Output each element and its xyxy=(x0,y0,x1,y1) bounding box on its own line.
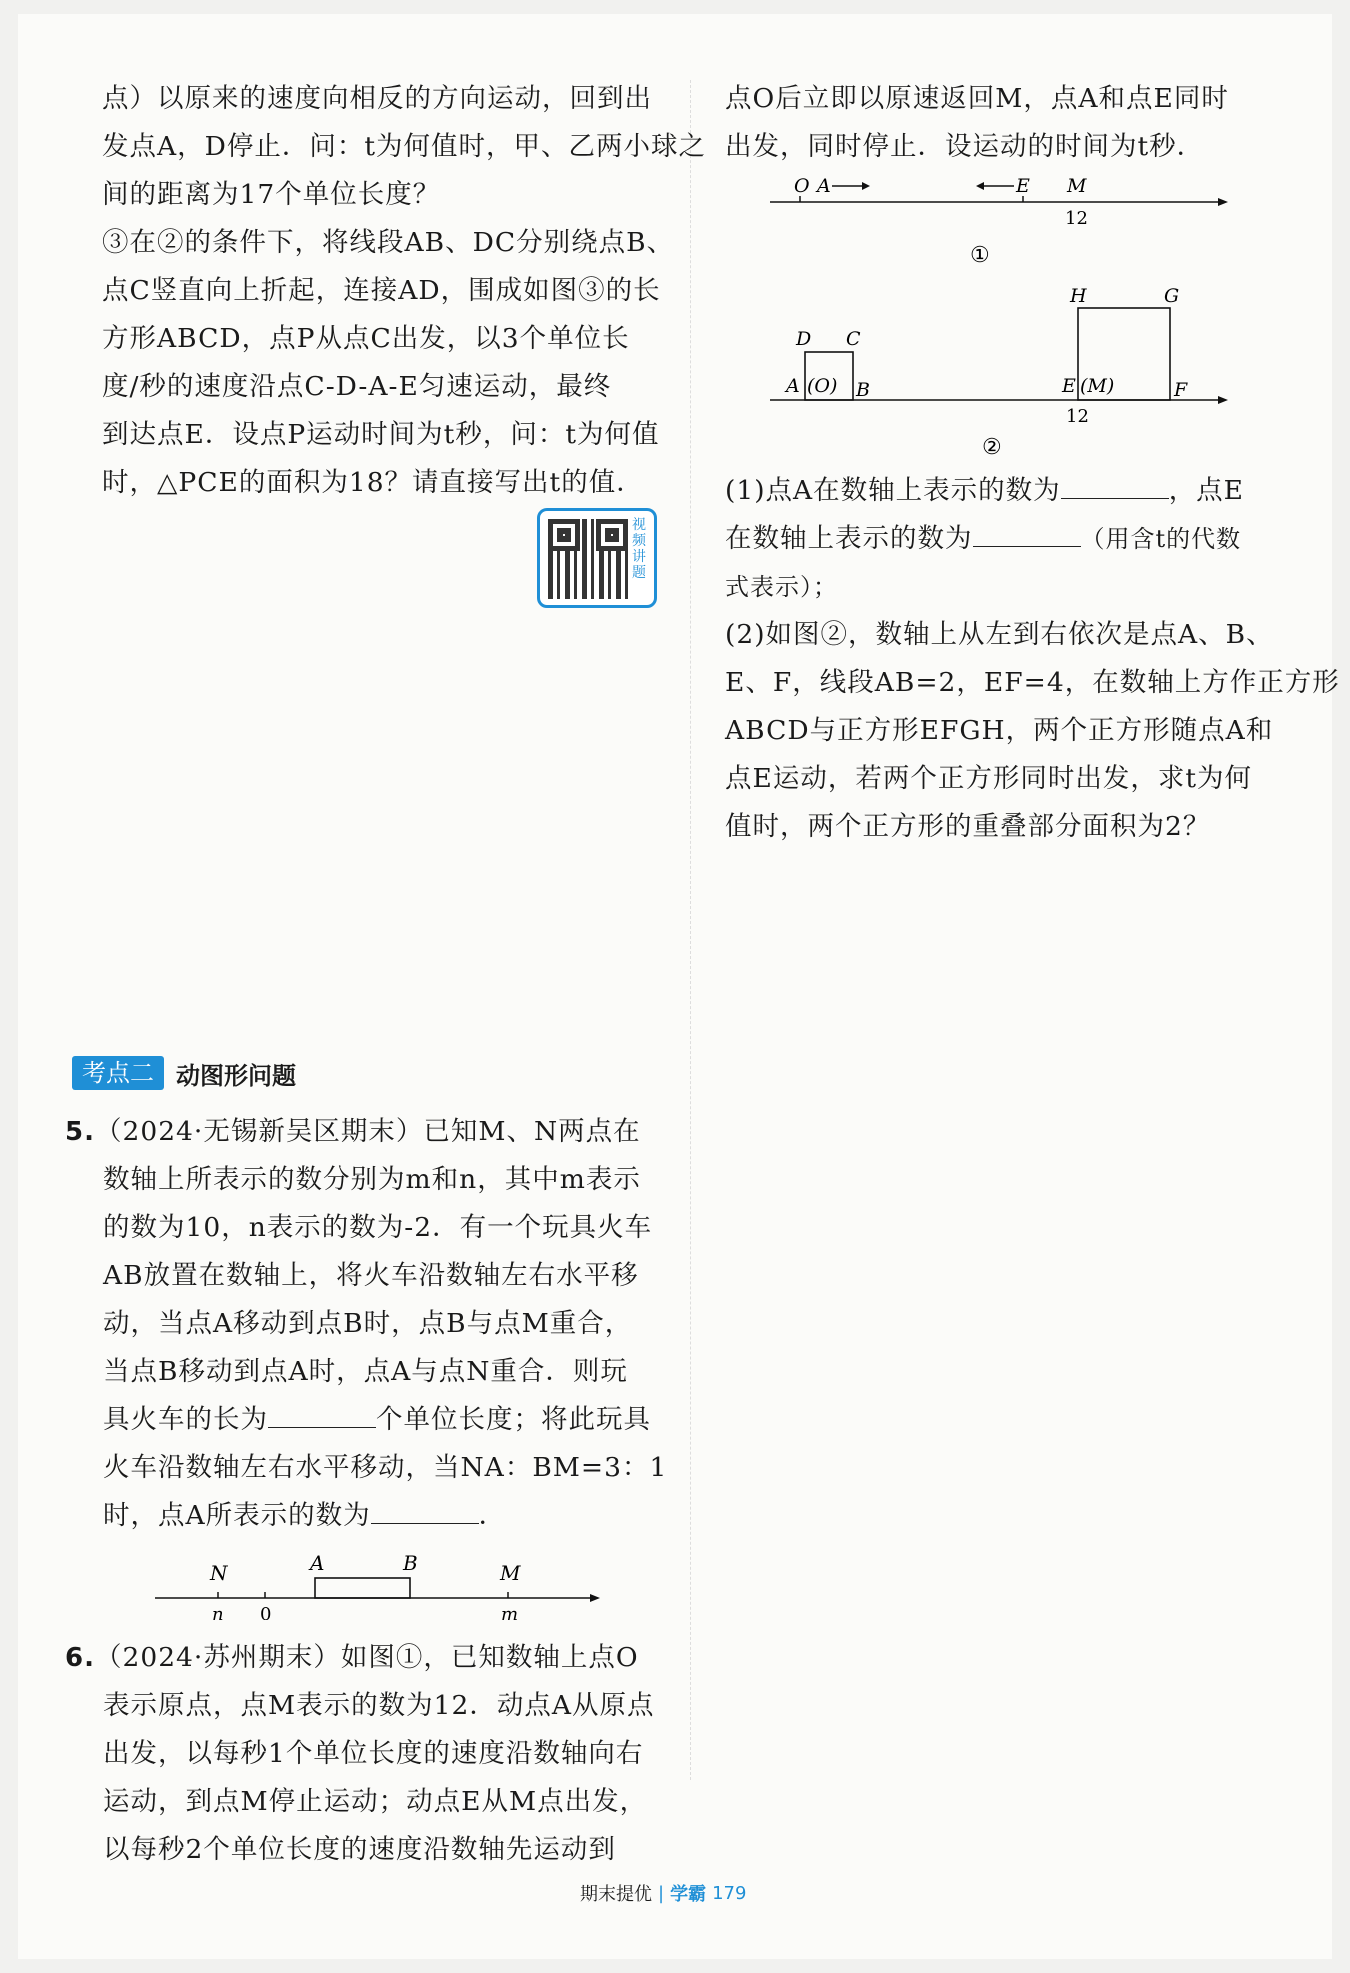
text-fragment: （用含t的代数 xyxy=(1080,525,1242,553)
label-A: A xyxy=(786,375,800,397)
label-E: E xyxy=(1016,175,1030,197)
text-line: (2)如图②，数轴上从左到右依次是点A、B、 xyxy=(725,619,1274,650)
text-line: 出发，同时停止．设运动的时间为t秒． xyxy=(725,131,1205,162)
question-number: 6. xyxy=(65,1643,95,1673)
footer-brand: 学霸 xyxy=(670,1884,707,1905)
label-12: 12 xyxy=(1066,406,1089,427)
text-line: 数轴上所表示的数分别为m和n，其中m表示 xyxy=(103,1164,641,1195)
text-line: 到达点E．设点P运动时间为t秒，问：t为何值 xyxy=(102,419,660,450)
text-line: 运动，到点M停止运动；动点E从M点出发， xyxy=(103,1786,648,1817)
text-line: 点O后立即以原速返回M，点A和点E同时 xyxy=(725,83,1229,114)
label-zero: 0 xyxy=(260,1604,272,1620)
caption-1: ① xyxy=(970,243,990,268)
label-D: D xyxy=(796,328,812,350)
text-line: 时，△PCE的面积为18？请直接写出t的值． xyxy=(102,467,644,498)
text-line: E、F，线段AB=2，EF=4，在数轴上方作正方形 xyxy=(725,667,1340,698)
label-E: E xyxy=(1062,375,1076,397)
arrow-right-head xyxy=(862,182,870,190)
right-questions xyxy=(725,467,1340,851)
text-line: 的数为10，n表示的数为-2．有一个玩具火车 xyxy=(103,1212,653,1243)
text-fragment: 时，点A所表示的数为 xyxy=(103,1500,371,1531)
figure-2-squares xyxy=(770,282,1230,462)
q5-number-line-figure xyxy=(150,1540,610,1620)
text-fragment: ，点E xyxy=(1168,475,1245,506)
text-line: 方形ABCD，点P从点C出发，以3个单位长 xyxy=(102,323,630,354)
text-line: ③在②的条件下，将线段AB、DC分别绕点B、 xyxy=(102,227,675,258)
text-line: 值时，两个正方形的重叠部分面积为2？ xyxy=(725,811,1211,842)
label-A: A xyxy=(310,1551,325,1575)
text-fragment: 具火车的长为 xyxy=(103,1404,268,1435)
train-rect xyxy=(315,1578,410,1598)
text-fragment: 在数轴上表示的数为 xyxy=(725,523,973,554)
label-A: A xyxy=(817,175,831,197)
text-line: 火车沿数轴左右水平移动，当NA：BM=3：1 xyxy=(103,1452,668,1483)
text-fragment: (1)点A在数轴上表示的数为 xyxy=(725,475,1061,506)
column-divider xyxy=(690,80,691,1780)
text-line: AB放置在数轴上，将火车沿数轴左右水平移 xyxy=(103,1260,639,1291)
question-6 xyxy=(65,1634,665,1874)
qr-code-icon xyxy=(548,519,628,599)
answer-blank[interactable] xyxy=(973,517,1081,547)
label-H: H xyxy=(1070,285,1087,307)
axis-arrow xyxy=(1218,198,1228,206)
label-O: O xyxy=(794,175,810,197)
label-m: m xyxy=(501,1604,519,1620)
text-line: （2024·无锡新吴区期末）已知M、N两点在 xyxy=(94,1116,641,1147)
page-footer xyxy=(580,1880,746,1906)
text-fragment: ． xyxy=(478,1500,507,1531)
label-C: C xyxy=(846,328,861,350)
label-M: M xyxy=(1067,175,1087,197)
arrow-left-head xyxy=(976,182,984,190)
text-line: 点C竖直向上折起，连接AD，围成如图③的长 xyxy=(102,275,661,306)
label-12: 12 xyxy=(1065,208,1088,229)
text-line: 出发，以每秒1个单位长度的速度沿数轴向右 xyxy=(103,1738,644,1769)
question-5 xyxy=(65,1108,668,1540)
label-n: n xyxy=(212,1604,224,1620)
label-B: B xyxy=(856,379,870,401)
label-M: (M) xyxy=(1080,375,1115,397)
answer-blank[interactable] xyxy=(268,1398,376,1428)
page-number: 179 xyxy=(712,1882,747,1904)
text-line: 点）以原来的速度向相反的方向运动，回到出 xyxy=(102,83,652,114)
text-line: 度/秒的速度沿点C-D-A-E匀速运动，最终 xyxy=(102,371,612,402)
text-fragment: 个单位长度；将此玩具 xyxy=(376,1404,651,1435)
qr-label: 视频讲题 xyxy=(632,517,646,581)
question-number: 5. xyxy=(65,1117,95,1147)
label-N: N xyxy=(210,1561,228,1585)
label-F: F xyxy=(1174,379,1188,401)
text-line: ABCD与正方形EFGH，两个正方形随点A和 xyxy=(725,715,1274,746)
text-line: 间的距离为17个单位长度？ xyxy=(102,179,441,210)
label-G: G xyxy=(1164,285,1180,307)
text-line: 点E运动，若两个正方形同时出发，求t为何 xyxy=(725,763,1252,794)
caption-2: ② xyxy=(982,435,1002,460)
right-top-text xyxy=(725,75,1285,171)
label-O: (O) xyxy=(807,375,838,397)
text-line: 式表示）； xyxy=(725,573,838,601)
text-line: 动，当点A移动到点B时，点B与点M重合， xyxy=(103,1308,633,1339)
figure-1-number-line xyxy=(770,172,1230,272)
footer-label: 期末提优 xyxy=(580,1884,652,1905)
text-line: 表示原点，点M表示的数为12．动点A从原点 xyxy=(103,1690,655,1721)
qr-code-link[interactable] xyxy=(537,508,657,608)
label-B: B xyxy=(403,1551,418,1575)
section-badge: 考点二 xyxy=(72,1056,164,1090)
axis-arrow xyxy=(590,1594,600,1602)
footer-separator: | xyxy=(658,1882,665,1904)
section-header xyxy=(72,1055,296,1091)
label-M: M xyxy=(500,1561,521,1585)
text-line: 以每秒2个单位长度的速度沿数轴先运动到 xyxy=(103,1834,616,1865)
text-line: （2024·苏州期末）如图①，已知数轴上点O xyxy=(94,1642,639,1673)
answer-blank[interactable] xyxy=(1061,469,1169,499)
text-line: 发点A，D停止．问：t为何值时，甲、乙两小球之 xyxy=(102,131,707,162)
axis-arrow xyxy=(1218,396,1228,404)
text-line: 当点B移动到点A时，点A与点N重合．则玩 xyxy=(103,1356,628,1387)
answer-blank[interactable] xyxy=(371,1494,479,1524)
section-title: 动图形问题 xyxy=(176,1061,296,1090)
left-top-text xyxy=(102,75,707,507)
